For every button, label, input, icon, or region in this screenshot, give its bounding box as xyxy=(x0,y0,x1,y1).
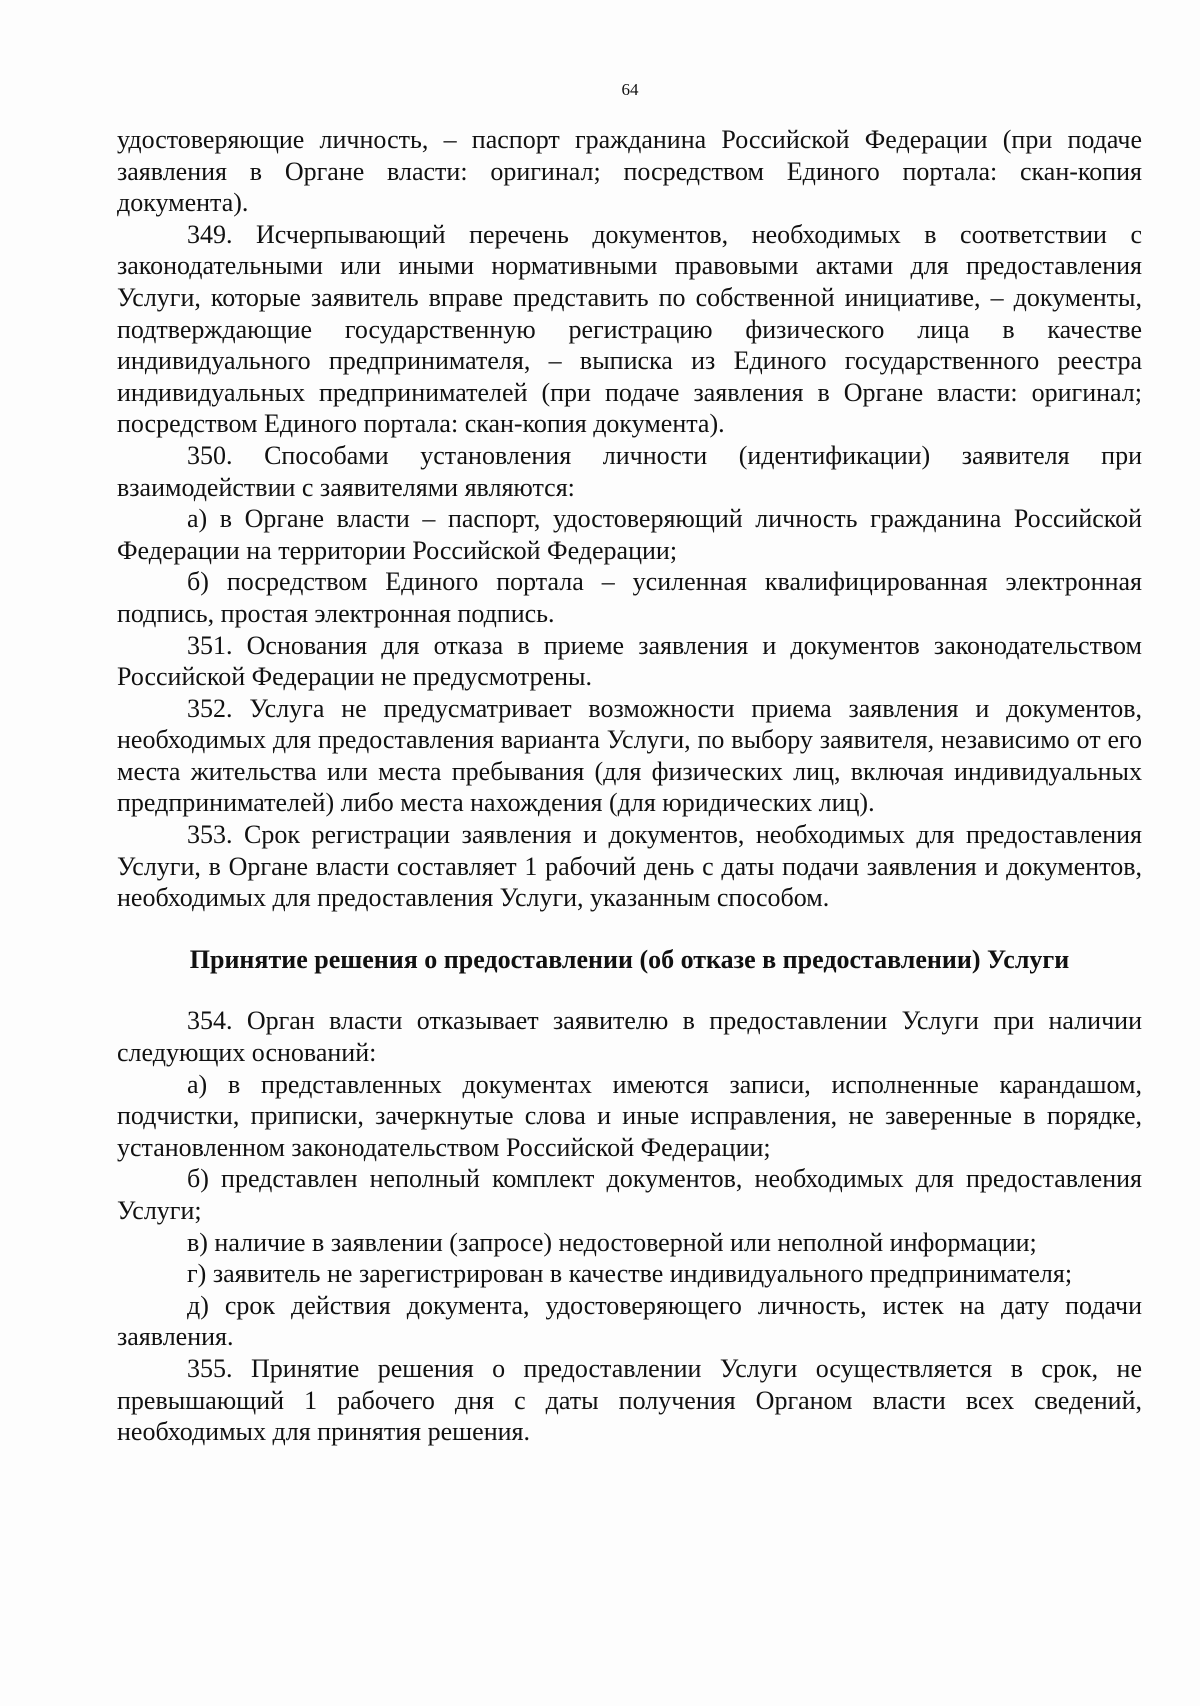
paragraph-350-b: б) посредством Единого портала – усиленная квалифицированная электронная подпись, простая электронная подпись. xyxy=(117,567,1142,628)
paragraph-354: 354. Орган власти отказывает заявителю в предоставлении Услуги при наличии следующих оснований: xyxy=(117,1006,1142,1068)
paragraph-354-d: д) срок действия документа, удостоверяющего личность, истек на дату подачи заявления. xyxy=(117,1290,1142,1352)
section-decision xyxy=(117,1005,1142,1447)
paragraph-354-g: г) заявитель не зарегистрирован в качестве индивидуального предпринимателя; xyxy=(187,1259,1073,1289)
paragraph-350: 350. Способами установления личности (идентификации) заявителя при взаимодействии с заявителями являются: xyxy=(117,440,1142,502)
section-documents xyxy=(117,124,1142,914)
paragraph: удостоверяющие личность, – паспорт гражданина Российской Федерации (при подаче заявления в Органе власти: оригинал; посредством Единого портала: скан-копия документа). xyxy=(117,125,1142,218)
section-heading: Принятие решения о предоставлении (об отказе в предоставлении) Услуги xyxy=(189,944,1070,974)
paragraph-349: 349. Исчерпывающий перечень документов, необходимых в соответствии с законодательными или иными нормативными правовыми актами для предоставления Услуги, которые заявитель вправе представить по собственной инициативе, – документы, подтверждающие государственную регистрацию физического лица в качестве индивидуального предпринимателя, – выписка из Единого государственного реестра индивидуальных предпринимателей (при подаче заявления в Органе власти: оригинал; посредством Единого портала: скан-копия документа). xyxy=(117,219,1142,439)
paragraph-353: 353. Срок регистрации заявления и документов, необходимых для предоставления Услуги, в Органе власти составляет 1 рабочий день с даты подачи заявления и документов, необходимых для предоставления Услуги, указанным способом. xyxy=(117,820,1142,913)
paragraph-354-v: в) наличие в заявлении (запросе) недостоверной или неполной информации; xyxy=(187,1227,1037,1257)
paragraph-354-a: а) в представленных документах имеются записи, исполненные карандашом, подчистки, приписки, зачеркнутые слова и иные исправления, не заверенные в порядке, установленном законодательством Российской Федерации; xyxy=(117,1069,1142,1162)
document-body xyxy=(117,124,1142,1448)
paragraph-355: 355. Принятие решения о предоставлении Услуги осуществляется в срок, не превышающий 1 рабочего дня с даты получения Органом власти всех сведений, необходимых для принятия решения. xyxy=(117,1353,1142,1447)
paragraph-350-a: а) в Органе власти – паспорт, удостоверяющий личность гражданина Российской Федерации на территории Российской Федерации; xyxy=(117,504,1142,565)
paragraph-351: 351. Основания для отказа в приеме заявления и документов законодательством Российской Федерации не предусмотрены. xyxy=(117,630,1142,692)
paragraph-352: 352. Услуга не предусматривает возможности приема заявления и документов, необходимых для предоставления варианта Услуги, по выбору заявителя, независимо от его места жительства или места пребывания (для физических лиц, включая индивидуальных предпринимателей) либо места нахождения (для юридических лиц). xyxy=(117,693,1142,818)
page-number: 64 xyxy=(621,80,639,99)
paragraph-354-b: б) представлен неполный комплект документов, необходимых для предоставления Услуги; xyxy=(117,1164,1142,1225)
